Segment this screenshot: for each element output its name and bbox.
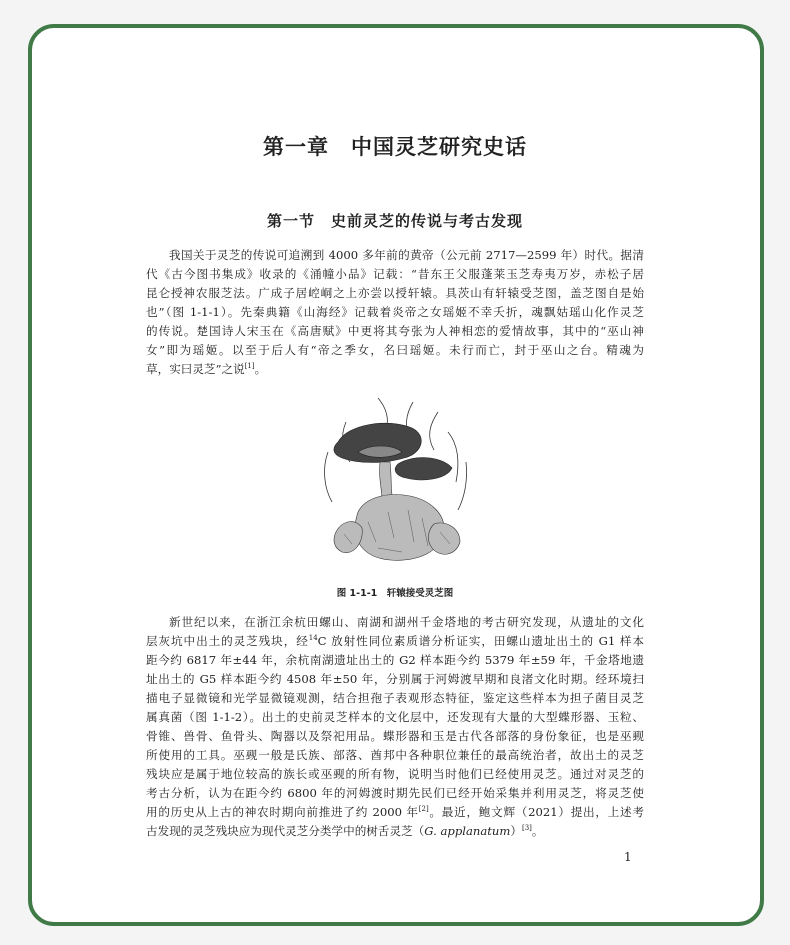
paragraph-2 <box>146 613 644 841</box>
paragraph-2-line: 新世纪以来，在浙江余杭田螺山、南湖和湖州千金塔地的考古研究发现，从遗址的文化 <box>169 615 644 629</box>
paragraph-2-line: 描电子显微镜和光学显微镜观测，结合担孢子表观形态特征，鉴定这些样本为担子菌目灵芝 <box>146 691 644 705</box>
paragraph-2-line: 残块应是属于地位较高的族长或巫觋的所有物，说明当时他们已经使用灵芝。通过对灵芝的 <box>146 767 644 781</box>
reference-2: [2] <box>418 805 429 814</box>
paragraph-1-line: 的传说。楚国诗人宋玉在《高唐赋》中更将其夸张为人神相恋的爱情故事，其中的“巫山神 <box>146 324 644 338</box>
paragraph-2-line: 古发现的灵芝残块应为现代灵芝分类学中的树舌灵芝（G. applanatum）[3]。 <box>146 824 544 838</box>
paragraph-2-line: 所使用的工具。巫觋一般是氏族、部落、酋邦中各种职位兼任的最高统治者，故出土的灵芝 <box>146 748 644 762</box>
reference-3: [3] <box>521 824 532 833</box>
paragraph-2-line: 址出土的 G5 样本距今约 4508 年±50 年，分别属于河姆渡早期和良渚文化时期。经环境扫 <box>146 672 644 686</box>
figure-caption: 图 1-1-1 轩辕接受灵芝图 <box>336 588 454 599</box>
paragraph-1-line: 也”（图 1-1-1）。先秦典籍《山海经》记载着炎帝之女瑶姬不幸夭折，魂飘姑瑶山化作灵芝 <box>146 305 644 319</box>
lingzhi-illustration <box>318 392 478 572</box>
paragraph-1-line: 草，实曰灵芝”之说[1]。 <box>146 362 267 376</box>
paragraph-1-line: 昆仑授神农服芝法。广成子居崆峒之上亦尝以授轩辕。具茨山有轩辕受芝图，盖芝图自是始 <box>146 286 644 300</box>
paragraph-2-line: 考古分析，认为在距今约 6800 年的河姆渡时期先民们已经开始采集并利用灵芝，将灵芝使 <box>146 786 644 800</box>
species-name: G. applanatum <box>424 824 511 838</box>
reference-1: [1] <box>244 362 255 371</box>
paragraph-2-line: 层灰坑中出土的灵芝残块，经$^{14}$C 放射性同位素质谱分析证实，田螺山遗址出土的 G1 样本 <box>146 634 644 648</box>
paragraph-1-line: 女”即为瑶姬。以至于后人有“帝之季女，名曰瑶姬。未行而亡，封于巫山之台。精魂为 <box>146 343 644 357</box>
chapter-title: 第一章 中国灵芝研究史话 <box>263 134 527 159</box>
paragraph-1 <box>146 246 644 379</box>
isotope-superscript: 14 <box>308 634 318 643</box>
paragraph-2-line: 用的历史从上古的神农时期向前推进了约 2000 年[2]。最近，鲍文辉（2021）提出，上述考 <box>146 805 644 819</box>
paragraph-1-line: 代《古今图书集成》收录的《涌幢小品》记载：“昔东王父服蓬莱玉芝寿夷万岁，赤松子居 <box>146 267 644 281</box>
section-title: 第一节 史前灵芝的传说与考古发现 <box>266 212 523 230</box>
paragraph-2-line: 距今约 6817 年±44 年，余杭南湖遗址出土的 G2 样本距今约 5379 年±59 年，千金塔地遗 <box>146 653 644 667</box>
paragraph-2-line: 骨锥、兽骨、鱼骨头、陶器以及祭祀用品。蝶形器和玉是古代各部落的身份象征，也是巫觋 <box>146 729 644 743</box>
page-number: 1 <box>624 850 632 864</box>
paragraph-1-line: 我国关于灵芝的传说可追溯到 4000 多年前的黄帝（公元前 2717—2599 年）时代。据清 <box>169 248 644 262</box>
paragraph-2-line: 属真菌（图 1-1-2）。出土的史前灵芝样本的文化层中，还发现有大量的大型蝶形器、玉粒、 <box>146 710 644 724</box>
